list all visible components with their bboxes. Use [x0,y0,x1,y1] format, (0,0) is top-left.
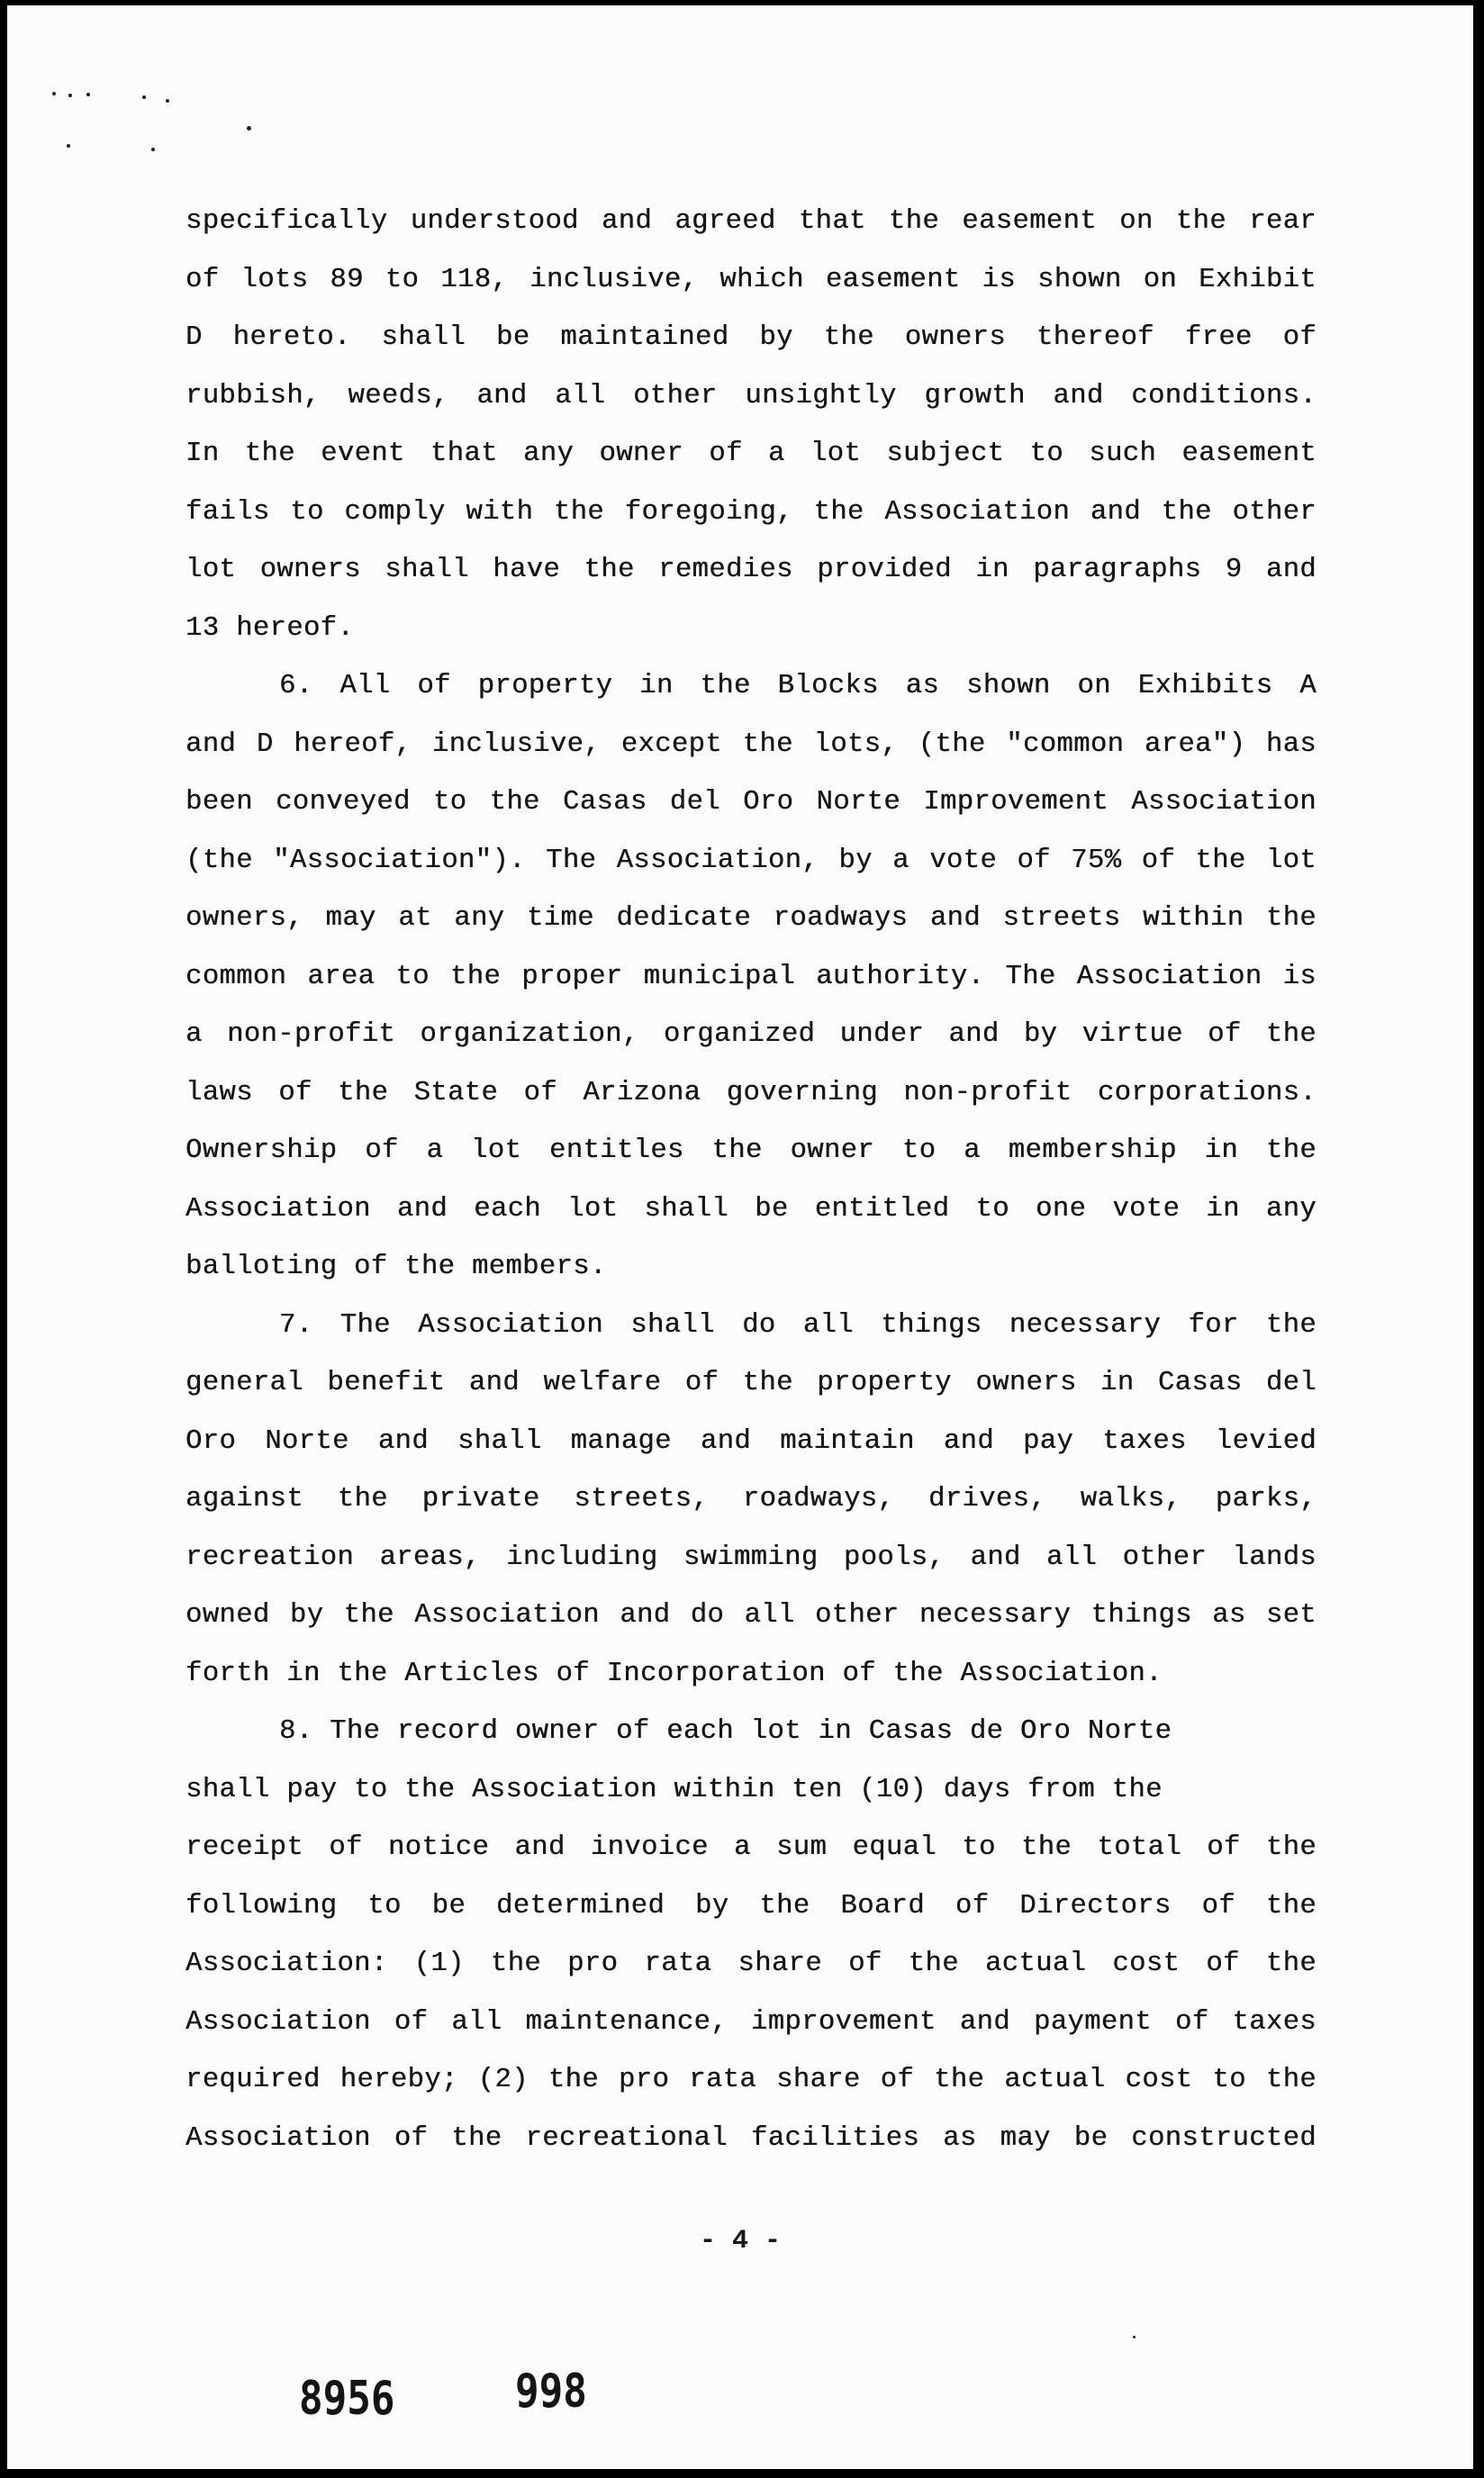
text-line: balloting of the members. [186,1252,607,1282]
text-line: shall pay to the Association within ten (10) days from the [186,1774,1163,1805]
scan-speck [52,92,56,95]
paragraph-8-start: 8. The record owner of each lot in Casas de Oro Norte [279,1716,1172,1747]
scan-speck [67,144,70,148]
text-line: against the private streets, roadways, drives, walks, parks, [186,1484,1317,1515]
text-line: owners, may at any time dedicate roadways and streets within the [186,903,1317,934]
scan-speck [151,148,155,151]
text-line: recreation areas, including swimming pools, and all other lands [186,1542,1317,1573]
scan-speck [68,94,72,97]
text-line: laws of the State of Arizona governing non-profit corporations. [186,1077,1317,1108]
text-line: In the event that any owner of a lot subject to such easement [186,439,1317,469]
text-line: general benefit and welfare of the property owners in Casas del [186,1368,1317,1398]
text-line: required hereby; (2) the pro rata share of the actual cost to the [186,2065,1317,2095]
paragraph-7-start: 7. The Association shall do all things necessary for the [279,1309,1317,1341]
text-line: been conveyed to the Casas del Oro Norte Improvement Association [186,787,1317,818]
text-line: of lots 89 to 118, inclusive, which easement is shown on Exhibit [186,264,1317,295]
text-line: following to be determined by the Board of Directors of the [186,1890,1317,1922]
text-line: owned by the Association and do all other necessary things as set [186,1600,1317,1631]
text-line: D hereto. shall be maintained by the owners thereof free of [186,322,1317,353]
document-body [186,193,1317,2167]
document-stamp-number: 8956 [299,2372,395,2426]
text-line: fails to comply with the foregoing, the Association and the other [186,496,1317,528]
scan-speck [1133,2336,1136,2338]
page-number: - 4 - [699,2226,781,2256]
document-page [7,5,1473,2469]
paragraph-6-start: 6. All of property in the Blocks as shown on Exhibits A [279,671,1317,701]
text-line: forth in the Articles of Incorporation of the Association. [186,1658,1163,1689]
text-line: and D hereof, inclusive, except the lots, (the "common area") has [186,728,1317,760]
scan-speck [142,95,146,99]
text-line: a non-profit organization, organized under and by virtue of the [186,1019,1317,1050]
text-line: Association: (1) the pro rata share of the actual cost of the [186,1949,1317,1979]
text-line: Association and each lot shall be entitled to one vote in any [186,1193,1317,1225]
text-line: Ownership of a lot entitles the owner to a membership in the [186,1135,1317,1166]
scan-speck [166,99,169,103]
text-line: (the "Association"). The Association, by a vote of 75% of the lot [186,845,1317,876]
text-line: 13 hereof. [186,612,355,644]
scan-speck [86,93,90,96]
text-line: receipt of notice and invoice a sum equal to the total of the [186,1832,1317,1863]
text-line: Oro Norte and shall manage and maintain and pay taxes levied [186,1425,1317,1457]
document-stamp-page: 998 [515,2365,587,2419]
text-line: specifically understood and agreed that the easement on the rear [186,206,1317,237]
text-line: lot owners shall have the remedies provided in paragraphs 9 and [186,555,1317,585]
text-line: Association of all maintenance, improvement and payment of taxes [186,2006,1317,2038]
text-line: common area to the proper municipal authority. The Association is [186,961,1317,992]
text-line: rubbish, weeds, and all other unsightly growth and conditions. [186,380,1317,411]
text-line: Association of the recreational facilities as may be constructed [186,2122,1317,2154]
scan-speck [247,126,251,131]
